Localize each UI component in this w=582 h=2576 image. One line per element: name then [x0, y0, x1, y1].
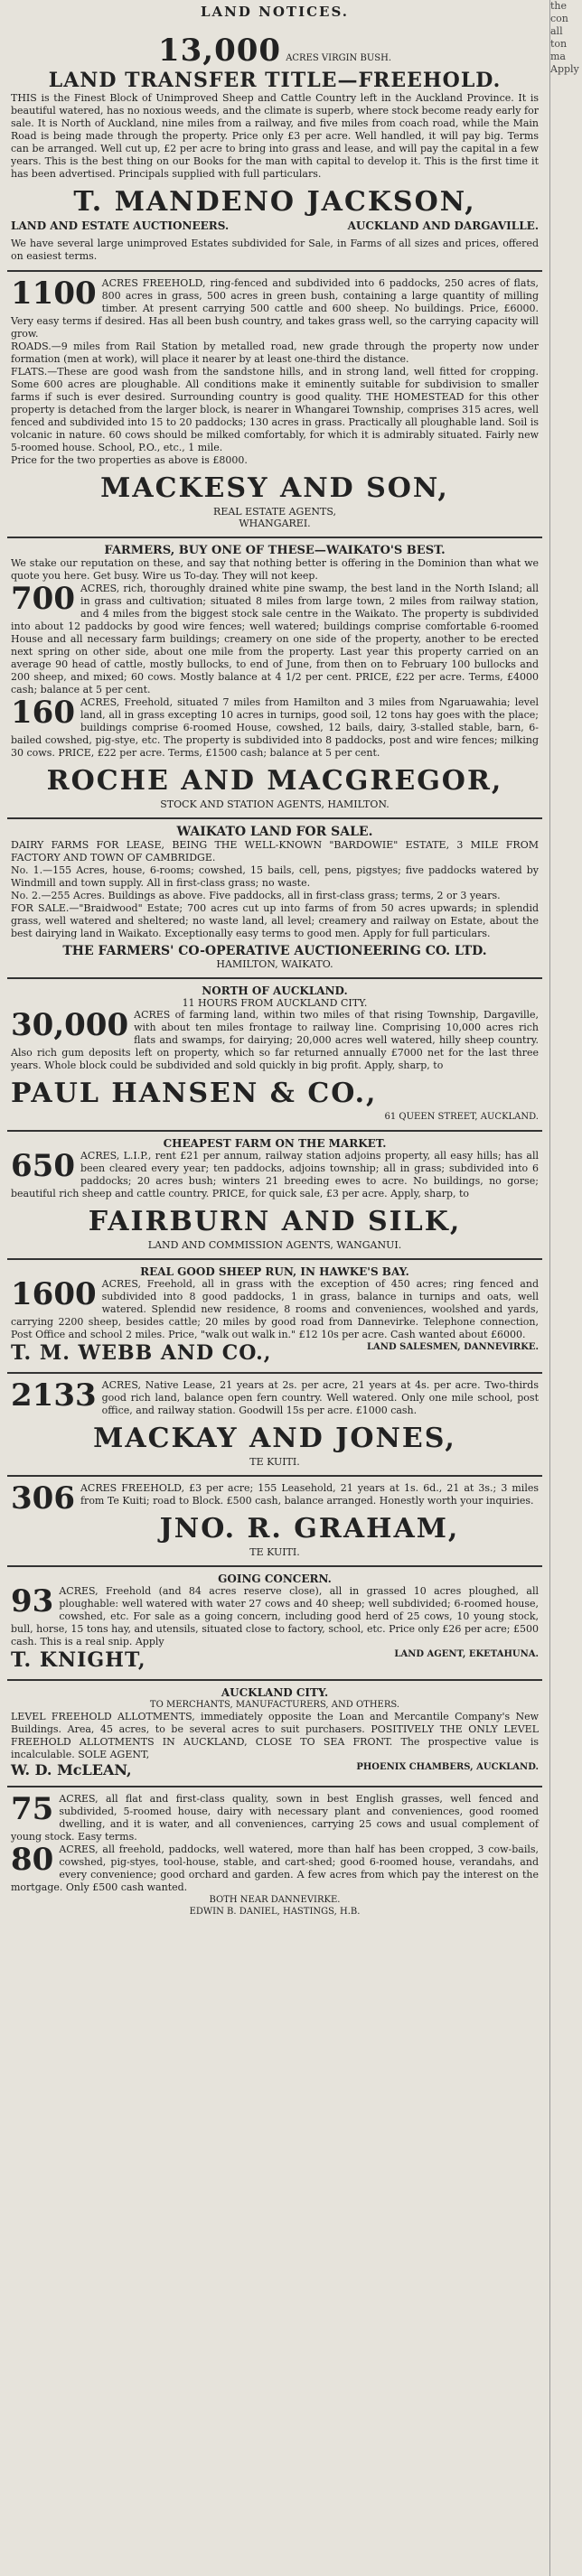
ad10-firm: T. KNIGHT, — [11, 1648, 146, 1672]
ad12-body2: ACRES, all freehold, paddocks, well watered, more than half has been cropped, 3 cow-bails, cowshed, pig-styes, tool-house, stable, and cart-shed; good 6-roomed house, verandahs, and every convenience; good orchard and garden. A few acres from which pay the interest on the mortgage. Only £500 cash wanted. — [11, 1843, 539, 1893]
ad11-address: PHOENIX CHAMBERS, AUCKLAND. — [356, 1762, 539, 1772]
ad1-body: THIS is the Finest Block of Unimproved Sheep and Cattle Country left in the Auckland Province. It is beautiful watered, has no noxious weeds, and the climate is superb, where stock become ready early for sale. It is North of Auckland, nine miles from a railway, and five miles from coach road, while the Main Road is being made through the property. Price only £3 per acre. Well handled, it will pay big. Terms can be arranged. Well cut up, £2 per acre to bring into grass and lease, and will pay the capital in a few years. This is the best thing on our Books for the man with capital to develop it. This is the first time it has been advertised. Principals supplied with full particulars. — [11, 92, 539, 180]
ad4-location: HAMILTON, WAIKATO. — [216, 958, 333, 970]
ad4-firm: THE FARMERS' CO-OPERATIVE AUCTIONEERING CO. LTD. — [62, 944, 487, 958]
ad4-no1: No. 1.—155 Acres, house, 6-rooms; cowshed, 15 bails, cell, pens, pigstyes; five paddocks watered by Windmill and town supply. All in first-class grass; no waste. — [11, 864, 539, 889]
ad7-body: ACRES, Freehold, all in grass with the exception of 450 acres; ring fenced and subdivided into 8 good paddocks, 1 in grass, balance in turnips and oats, well watered. Splendid new residence, 8 rooms and conveniences, woolshed and yards, carrying 2200 sheep, besides cattle; 20 miles by good road from Dannevirke. Telephone connection, Post Office and school 2 miles. Price, "walk out walk in." £12 10s per acre. Cash wanted about £6000. — [11, 1278, 539, 1340]
ad2-firm: MACKESY AND SON, — [100, 472, 449, 504]
ad2-body3: FLATS.—These are good wash from the sandstone hills, and in strong land, well fitted for cropping. Some 600 acres are ploughable. All conditions make it eminently suitable for subdivision to smaller farms if such is ever desired. Surrounding country is good quality. THE HOMESTEAD for this other property is detached from the larger block, is nearer in Whangarei Township, comprises 315 acres, well fenced and subdivided into 15 to 20 paddocks; 130 acres in grass. Practically all ploughable land. Soil is volcanic in nature. 60 cows should be milked comfortably, for which it is admirably situated. Fairly new 5-roomed house. School, P.O., etc., 1 mile. — [11, 366, 539, 453]
ad3-role: STOCK AND STATION AGENTS, HAMILTON. — [160, 798, 390, 810]
ad3-body2: ACRES, Freehold, situated 7 miles from Hamilton and 3 miles from Ngaruawahia; level land, all in grass excepting 10 acres in turnips, good soil, 12 tons hay goes with the place; buildings comprise 6-roomed House, cowshed, 12 bails, dairy, 3-stalled stable, barn, 6-bailed cowshed, pig-stye, etc. The property is subdivided into 8 paddocks, post and wire fences; milking 30 cows. PRICE, £22 per acre. Terms, £1500 cash; balance at 5 per cent. — [11, 696, 539, 759]
ad-roche — [7, 538, 542, 819]
ad9-num: 306 — [11, 1480, 75, 1517]
ad9-firm: JNO. R. GRAHAM, — [159, 1513, 460, 1545]
ad6-firm: FAIRBURN AND SILK, — [88, 1206, 462, 1237]
land-notices-column — [7, 0, 542, 2576]
ad1-firm: T. MANDENO JACKSON, — [73, 186, 476, 218]
ad7-firm: T. M. WEBB AND CO., — [11, 1341, 272, 1365]
ad-jackson — [7, 27, 542, 272]
ad2-role: REAL ESTATE AGENTS, — [213, 506, 336, 518]
ad7-num: 1600 — [11, 1276, 97, 1312]
ad4-sale: FOR SALE.—"Braidwood" Estate; 700 acres cut up into farms of from 50 acres upwards; in splendid grass, well watered and sheltered; no waste land, all level; creamery and railway on Estate, about the best dairying land in Waikato. Exceptionally easy terms to good men. Apply for full particulars. — [11, 902, 539, 939]
ad-graham — [7, 1477, 542, 1567]
ad10-headline: GOING CONCERN. — [218, 1573, 332, 1585]
ad5-address: 61 QUEEN STREET, AUCKLAND. — [384, 1112, 539, 1122]
ad4-sub: DAIRY FARMS FOR LEASE, BEING THE WELL-KNOWN "BARDOWIE" ESTATE, 3 MILE FROM FACTORY AND TOWN OF CAMBRIDGE. — [11, 839, 539, 863]
ad10-body: ACRES, Freehold (and 84 acres reserve close), all in grassed 10 acres ploughed, all ploughable: well watered with water 27 cows and 40 sheep; well subdivided; 6-roomed house, cowshed, etc. For sale as a going concern, including good herd of 25 cows, 10 young stock, bull, horse, 15 tons hay, and utensils, situated close to factory, school, etc. Price only £26 per acre; £500 cash. This is a real snip. Apply — [11, 1585, 539, 1647]
section-header: LAND NOTICES. — [201, 4, 349, 20]
ad3-headline: FARMERS, BUY ONE OF THESE—WAIKATO'S BEST. — [104, 544, 446, 557]
ad11-sub: TO MERCHANTS, MANUFACTURERS, AND OTHERS. — [149, 1700, 400, 1710]
ad12-num2: 80 — [11, 1842, 54, 1878]
ad8-num: 2133 — [11, 1377, 97, 1414]
ad4-no2: No. 2.—255 Acres. Buildings as above. Five paddocks, all in first-class grass; terms, 2 or 3 years. — [11, 890, 501, 901]
ad5-headline: NORTH OF AUCKLAND. — [202, 985, 348, 997]
ad1-location: AUCKLAND AND DARGAVILLE. — [347, 219, 539, 232]
ad2-num: 1100 — [11, 275, 97, 312]
ad7-role: LAND SALESMEN, DANNEVIRKE. — [367, 1342, 539, 1352]
ad2-body2: ROADS.—9 miles from Rail Station by metalled road, new grade through the property now under formation (men at work), will place it nearer by at least one-third the distance. — [11, 341, 539, 365]
ad-knight — [7, 1567, 542, 1681]
ad8-location: TE KUITI. — [249, 1456, 300, 1468]
ad5-num: 30,000 — [11, 1007, 129, 1043]
ad2-body: ACRES FREEHOLD, ring-fenced and subdivided into 6 paddocks, 250 acres of flats, 800 acres in grass, 500 acres in green bush, containing a large quantity of milling timber. At present carrying 500 cattle and 600 sheep. No buildings. Price, £6000. Very easy terms if desired. Has all been bush country, and takes grass well, so the carrying capacity will grow. — [11, 277, 539, 340]
ad11-headline: AUCKLAND CITY. — [221, 1686, 329, 1699]
ad12-near: BOTH NEAR DANNEVIRKE. — [209, 1895, 341, 1905]
ad6-body: ACRES, L.I.P., rent £21 per annum, railway station adjoins property, all easy hills; has all been cleared every year; ten paddocks, adjoins township; all in grass; subdivided into 6 paddocks; 20 acres bush; winters 21 breeding ewes to acre. No buildings, no gorse; beautiful rich sheep and cattle country. PRICE, for quick sale, £3 per acre. Apply, sharp, to — [11, 1150, 539, 1199]
ad1-headline: LAND TRANSFER TITLE—FREEHOLD. — [48, 69, 502, 92]
gutter-text: ma — [550, 51, 566, 62]
ad1-acres: 13,000 — [157, 33, 282, 69]
ad-daniel — [7, 1787, 542, 1925]
ad5-body: ACRES of farming land, within two miles of that rising Township, Dargaville, with about ten miles frontage to railway line. Comprising 10,000 acres rich flats and swamps, for dairying; 20,000 acres well watered, hilly sheep country. Also rich gum deposits left on property, which so far returned annually £7000 net for the last three years. Whole block could be subdivided and sold quickly in big profit. Apply, sharp, to — [11, 1009, 539, 1071]
ad10-num: 93 — [11, 1583, 54, 1619]
ad-hansen — [7, 979, 542, 1132]
ad-fairburn — [7, 1132, 542, 1260]
ad3-num1: 700 — [11, 581, 75, 617]
ad11-body: LEVEL FREEHOLD ALLOTMENTS, immediately opposite the Loan and Mercantile Company's New Buildings. Area, 45 acres, to be several acres to suit purchasers. POSITIVELY THE ONLY LEVEL FREEHOLD ALLOTMENTS IN AUCKLAND, CLOSE TO SEA FRONT. The prospective value is incalculable. SOLE AGENT, — [11, 1711, 539, 1760]
ad6-role: LAND AND COMMISSION AGENTS, WANGANUI. — [147, 1239, 402, 1251]
ad2-price: Price for the two properties as above is £8000. — [11, 454, 248, 466]
ad12-body1: ACRES, all flat and first-class quality, sown in best English grasses, well fenced and subdivided, 5-roomed house, dairy with necessary plant and conveniences, good roomed dwelling, and it is water, and all conveniences, carrying 25 cows and usual complement of young stock. Easy terms. — [11, 1793, 539, 1843]
gutter-text: the — [550, 0, 568, 12]
ad5-sub: 11 HOURS FROM AUCKLAND CITY. — [182, 997, 368, 1009]
gutter-text: Apply — [550, 63, 579, 75]
ad11-firm: W. D. McLEAN, — [11, 1761, 132, 1778]
ad-mackesy — [7, 272, 542, 538]
ad1-role: LAND AND ESTATE AUCTIONEERS. — [11, 219, 230, 232]
ad-webb — [7, 1260, 542, 1374]
ad6-num: 650 — [11, 1148, 75, 1184]
ad10-role: LAND AGENT, EKETAHUNA. — [394, 1649, 539, 1659]
ad4-headline: WAIKATO LAND FOR SALE. — [176, 825, 373, 839]
ad12-num1: 75 — [11, 1791, 54, 1827]
gutter-text: all — [550, 25, 563, 37]
ad7-headline: REAL GOOD SHEEP RUN, IN HAWKE'S BAY. — [140, 1265, 409, 1278]
ad2-location: WHANGAREI. — [239, 518, 311, 529]
ad1-virgin: ACRES VIRGIN BUSH. — [286, 53, 392, 63]
ad3-body1: ACRES, rich, thoroughly drained white pine swamp, the best land in the North Island; all in grass and cultivation; situated 8 miles from large town, 2 miles from railway station, and 4 miles from the biggest stock sale centre in the Waikato. The property is subdivided into about 12 paddocks by good wire fences; well watered; buildings comprise comfortable 6-roomed House and all necessary farm buildings; creamery on one side of the property, another to be erected next spring on other side, about one mile from the property. Last year this property carried on an average 90 head of cattle, mostly bullocks, to end of June, from then on to February 100 bullocks and 200 sheep, and mixed; 60 cows. Mostly balance at 4 1/2 per cent. PRICE, £22 per acre. Terms, £4000 cash; balance at 5 per cent. — [11, 583, 539, 695]
ad-farmers — [7, 819, 542, 979]
ad8-firm: MACKAY AND JONES, — [93, 1423, 456, 1454]
ad3-num2: 160 — [11, 695, 75, 731]
adjacent-column-fragment — [549, 0, 582, 2576]
ad3-intro: We stake our reputation on these, and say that nothing better is offering in the Dominion than what we quote you here. Get busy. Wire us To-day. They will not keep. — [11, 557, 539, 582]
ad12-firm: EDWIN B. DANIEL, HASTINGS, H.B. — [189, 1907, 361, 1917]
gutter-text: ton — [550, 38, 568, 50]
ad1-body2: We have several large unimproved Estates subdivided for Sale, in Farms of all sizes and prices, offered on easiest terms. — [11, 238, 539, 262]
ad9-location: TE KUITI. — [249, 1546, 300, 1558]
ad8-body: ACRES, Native Lease, 21 years at 2s. per acre, 21 years at 4s. per acre. Two-thirds good rich land, balance open fern country. Well watered. Only one mile school, post office, and railway station. Goodwill 15s per acre. £1000 cash. — [101, 1379, 539, 1416]
ad6-headline: CHEAPEST FARM ON THE MARKET. — [163, 1137, 387, 1150]
gutter-text: con — [550, 13, 568, 24]
ad3-firm: ROCHE AND MACGREGOR, — [46, 765, 503, 797]
ad-mclean — [7, 1681, 542, 1787]
ad5-firm: PAUL HANSEN & CO., — [11, 1078, 378, 1109]
ad9-body: ACRES FREEHOLD, £3 per acre; 155 Leasehold, 21 years at 1s. 6d., 21 at 3s.; 3 miles from Te Kuiti; road to Block. £500 cash, balance arranged. Honestly worth your inquiries. — [80, 1482, 539, 1507]
ad-mackay — [7, 1374, 542, 1477]
